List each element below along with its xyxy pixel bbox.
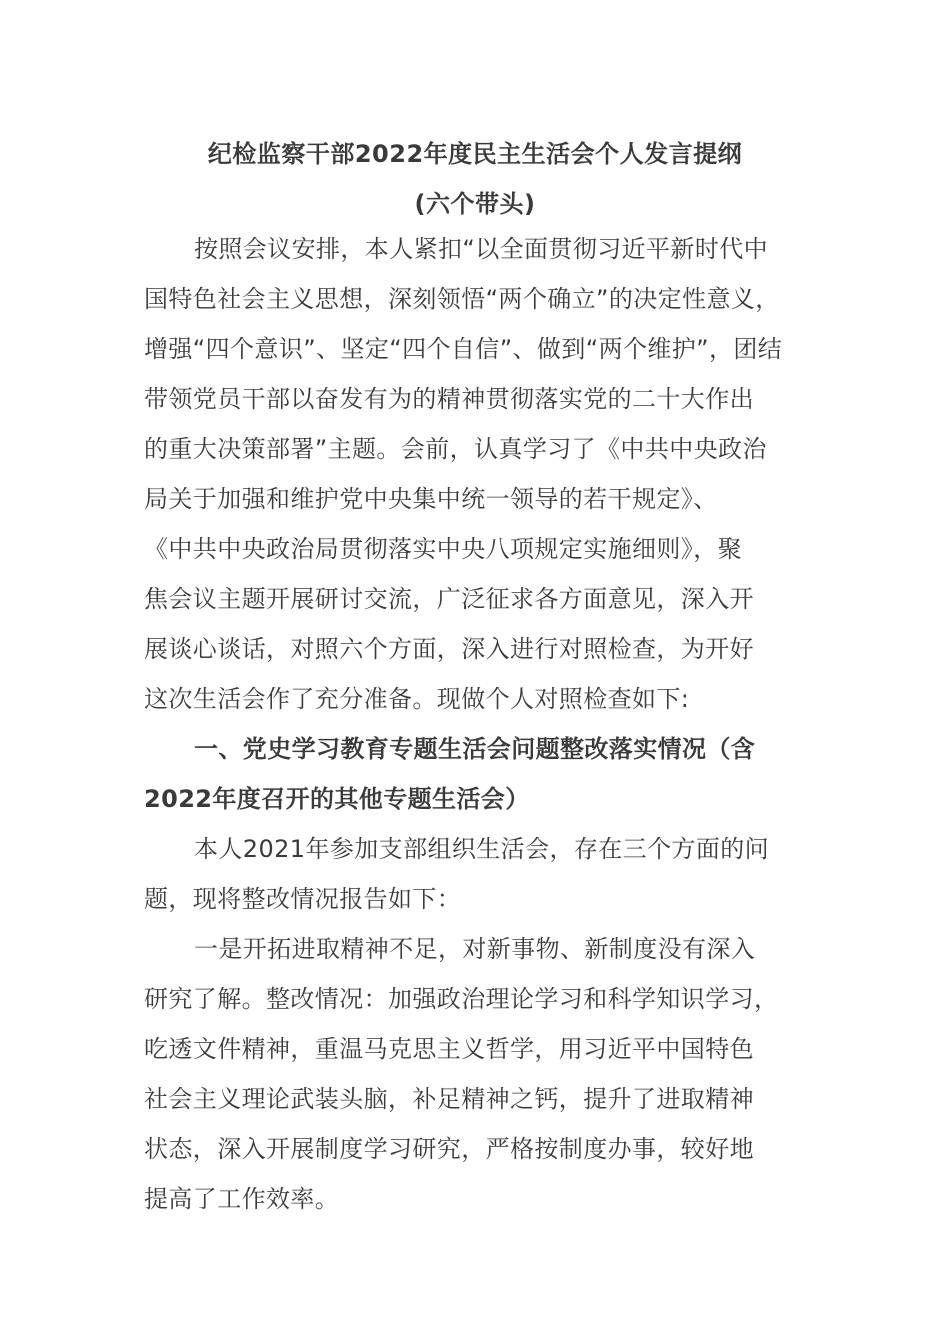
paragraph-line: 吃透文件精神，重温马克思主义哲学，用习近平中国特色 [144, 1035, 754, 1063]
paragraph-line: 一是开拓进取精神不足，对新事物、新制度没有深入 [194, 935, 756, 963]
paragraph-line: 带领党员干部以奋发有为的精神贯彻落实党的二十大作出 [144, 385, 754, 413]
paragraph-line: 题，现将整改情况报告如下： [144, 885, 462, 913]
paragraph-line: 提高了工作效率。 [144, 1185, 340, 1213]
paragraph-line: 状态，深入开展制度学习研究，严格按制度办事，较好地 [144, 1135, 754, 1163]
paragraph-line: 社会主义理论武装头脑，补足精神之钙，提升了进取精神 [144, 1085, 754, 1113]
paragraph-line: 增强“四个意识”、坚定“四个自信”、做到“两个维护”，团结 [144, 335, 783, 363]
document-title: 纪检监察干部2022年度民主生活会个人发言提纲 [207, 140, 743, 168]
section-heading: 一、党史学习教育专题生活会问题整改落实情况（含 [194, 735, 756, 763]
paragraph-line: 按照会议安排，本人紧扣“以全面贯彻习近平新时代中 [194, 235, 769, 263]
paragraph-line: 展谈心谈话，对照六个方面，深入进行对照检查，为开好 [144, 635, 754, 663]
paragraph-line: 局关于加强和维护党中央集中统一领导的若干规定》、 [144, 485, 718, 513]
paragraph-line: 焦会议主题开展研讨交流，广泛征求各方面意见，深入开 [144, 585, 754, 613]
paragraph-line: 《中共中央政治局贯彻落实中央八项规定实施细则》，聚 [144, 535, 742, 563]
paragraph-line: 这次生活会作了充分准备。现做个人对照检查如下: [144, 685, 690, 713]
paragraph-line: 国特色社会主义思想，深刻领悟“两个确立”的决定性意义， [144, 285, 780, 313]
section-heading: 2022年度召开的其他专题生活会） [144, 785, 530, 813]
document-subtitle: (六个带头) [414, 190, 536, 218]
paragraph-line: 本人2021年参加支部组织生活会，存在三个方面的问 [194, 835, 770, 863]
paragraph-line: 的重大决策部署”主题。会前，认真学习了《中共中央政治 [144, 435, 767, 463]
paragraph-line: 研究了解。整改情况：加强政治理论学习和科学知识学习， [144, 985, 779, 1013]
